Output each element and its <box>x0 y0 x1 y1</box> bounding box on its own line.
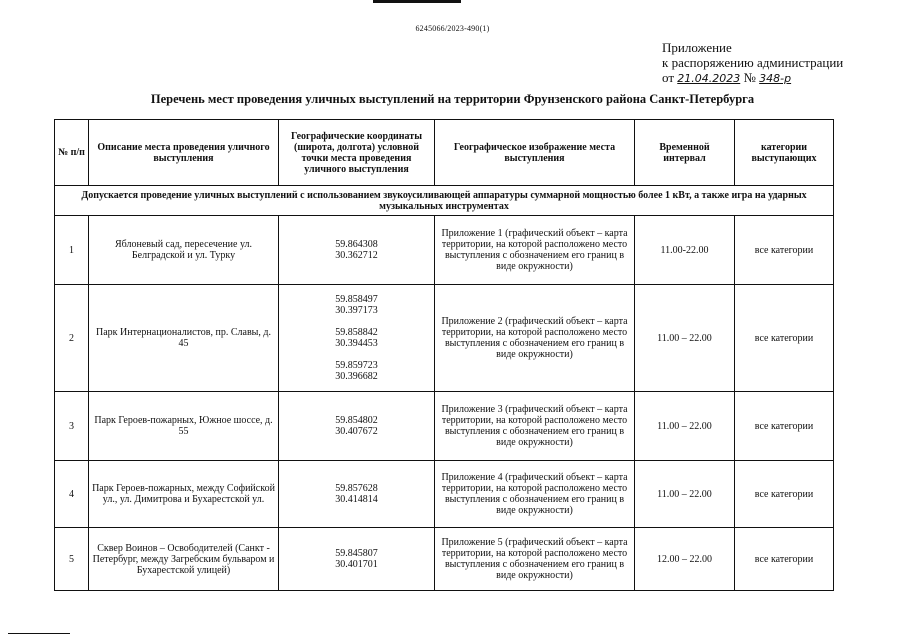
table-row <box>55 285 834 392</box>
header-coords: Географические координаты (широта, долгота) условной точки места проведения уличного выступления <box>279 120 435 186</box>
appendix-block <box>662 40 843 86</box>
date-prefix: от <box>662 70 675 85</box>
header-image: Географическое изображение места выступления <box>435 120 635 186</box>
document-title: Перечень мест проведения уличных выступлений на территории Фрунзенского района Санкт-Петербурга <box>150 92 755 106</box>
row-number: 3 <box>55 392 89 461</box>
coordinate-pair <box>282 327 431 349</box>
time-interval: 11.00 – 22.00 <box>635 461 735 528</box>
table-row <box>55 461 834 528</box>
longitude: 30.414814 <box>335 494 378 505</box>
time-interval: 11.00-22.00 <box>635 216 735 285</box>
time-interval: 12.00 – 22.00 <box>635 528 735 591</box>
appendix-line-1: Приложение <box>662 40 732 55</box>
geo-image-reference: Приложение 3 (графический объект – карта территории, на которой расположено место выступления с обозначением его границ в виде окружности) <box>435 392 635 461</box>
appendix-number: 348-р <box>759 72 792 85</box>
table-header-row <box>55 120 834 186</box>
header-number: № п/п <box>55 120 89 186</box>
performer-category: все категории <box>735 461 834 528</box>
table-row <box>55 528 834 591</box>
latitude: 59.857628 <box>335 483 378 494</box>
coordinate-pair <box>282 548 431 570</box>
place-description: Парк Интернационалистов, пр. Славы, д. 45 <box>89 285 279 392</box>
performer-category: все категории <box>735 216 834 285</box>
coordinate-pair <box>282 360 431 382</box>
coordinate-pair <box>282 483 431 505</box>
header-category: категории выступающих <box>735 120 834 186</box>
geo-image-reference: Приложение 1 (графический объект – карта территории, на которой расположено место выступления с обозначением его границ в виде окружности) <box>435 216 635 285</box>
longitude: 30.397173 <box>335 305 378 316</box>
top-edge-bar <box>373 0 461 3</box>
coordinates <box>279 216 435 285</box>
note-text: Допускается проведение уличных выступлений с использованием звукоусиливающей аппаратуры суммарной мощностью более 1 кВт, а также игра на ударных музыкальных инструментах <box>55 186 834 216</box>
place-description: Парк Героев-пожарных, Южное шоссе, д. 55 <box>89 392 279 461</box>
place-description: Сквер Воинов – Освободителей (Санкт - Петербург, между Загребским бульваром и Бухарестской улицей) <box>89 528 279 591</box>
time-interval: 11.00 – 22.00 <box>635 392 735 461</box>
longitude: 30.407672 <box>335 426 378 437</box>
appendix-line-2: к распоряжению администрации <box>662 55 844 70</box>
longitude: 30.401701 <box>335 559 378 570</box>
coordinates <box>279 461 435 528</box>
header-place: Описание места проведения уличного выступления <box>89 120 279 186</box>
coordinate-pair <box>282 294 431 316</box>
latitude: 59.854802 <box>335 415 378 426</box>
performer-category: все категории <box>735 392 834 461</box>
latitude: 59.864308 <box>335 239 378 250</box>
row-number: 2 <box>55 285 89 392</box>
performer-category: все категории <box>735 528 834 591</box>
coordinate-pair <box>282 239 431 261</box>
coordinates <box>279 392 435 461</box>
latitude: 59.858497 <box>335 294 378 305</box>
geo-image-reference: Приложение 4 (графический объект – карта территории, на которой расположено место выступления с обозначением его границ в виде окружности) <box>435 461 635 528</box>
longitude: 30.362712 <box>335 250 378 261</box>
table-row <box>55 216 834 285</box>
header-time: Временной интервал <box>635 120 735 186</box>
bottom-edge-line <box>8 633 70 634</box>
coordinates <box>279 528 435 591</box>
appendix-date: 21.04.2023 <box>677 72 741 85</box>
row-number: 1 <box>55 216 89 285</box>
row-number: 5 <box>55 528 89 591</box>
latitude: 59.845807 <box>335 548 378 559</box>
latitude: 59.858842 <box>335 327 378 338</box>
coordinate-pair <box>282 415 431 437</box>
number-prefix: № <box>743 70 756 85</box>
longitude: 30.396682 <box>335 371 378 382</box>
coordinates <box>279 285 435 392</box>
document-number: 6245066/2023-490(1) <box>415 24 490 33</box>
places-table <box>54 119 834 591</box>
latitude: 59.859723 <box>335 360 378 371</box>
place-description: Яблоневый сад, пересечение ул. Белградской и ул. Турку <box>89 216 279 285</box>
place-description: Парк Героев-пожарных, между Софийской ул., ул. Димитрова и Бухарестской ул. <box>89 461 279 528</box>
appendix-date-line <box>662 70 843 86</box>
table-row <box>55 392 834 461</box>
geo-image-reference: Приложение 2 (графический объект – карта территории, на которой расположено место выступления с обозначением его границ в виде окружности) <box>435 285 635 392</box>
note-row <box>55 186 834 216</box>
time-interval: 11.00 – 22.00 <box>635 285 735 392</box>
row-number: 4 <box>55 461 89 528</box>
longitude: 30.394453 <box>335 338 378 349</box>
geo-image-reference: Приложение 5 (графический объект – карта территории, на которой расположено место выступления с обозначением его границ в виде окружности) <box>435 528 635 591</box>
performer-category: все категории <box>735 285 834 392</box>
